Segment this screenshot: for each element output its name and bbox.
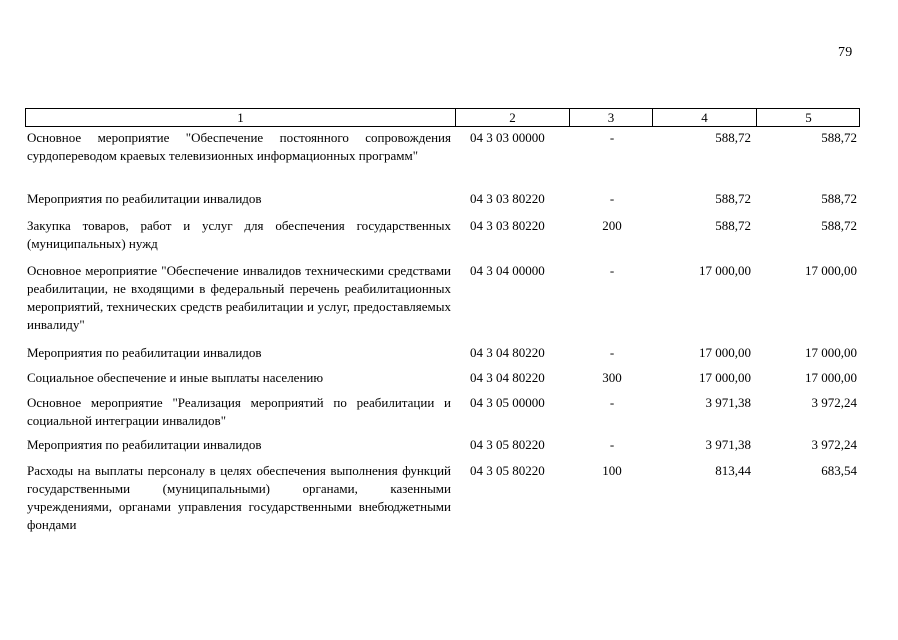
row-code: 04 3 05 80220 — [470, 463, 545, 478]
row-type: 200 — [602, 218, 622, 233]
header-col-1: 1 — [237, 110, 244, 125]
row-code: 04 3 04 00000 — [470, 263, 545, 278]
row-name: Закупка товаров, работ и услуг для обеспечения государственных (муниципальных) нужд — [27, 218, 451, 251]
row-sum-2: 588,72 — [821, 191, 857, 206]
row-name: Мероприятия по реабилитации инвалидов — [27, 437, 262, 452]
row-sum-2: 683,54 — [821, 463, 857, 478]
row-sum-1: 17 000,00 — [699, 370, 751, 385]
row-type: - — [609, 345, 615, 360]
row-sum-2: 17 000,00 — [805, 345, 857, 360]
row-sum-2: 3 972,24 — [811, 395, 857, 410]
row-name: Основное мероприятие "Обеспечение постоянного сопровождения сурдопереводом краевых телевизионных информационных программ" — [27, 130, 451, 163]
row-code: 04 3 05 00000 — [470, 395, 545, 410]
row-code: 04 3 03 80220 — [470, 191, 545, 206]
row-type: - — [609, 395, 615, 410]
row-sum-2: 17 000,00 — [805, 263, 857, 278]
row-type: 100 — [602, 463, 622, 478]
row-code: 04 3 05 80220 — [470, 437, 545, 452]
row-type: 300 — [602, 370, 622, 385]
row-name: Основное мероприятие "Реализация мероприятий по реабилитации и социальной интеграции инвалидов" — [27, 395, 451, 428]
header-col-2: 2 — [455, 109, 569, 126]
header-col-5: 5 — [756, 109, 860, 126]
row-sum-2: 588,72 — [821, 130, 857, 145]
row-sum-1: 3 971,38 — [705, 437, 751, 452]
row-code: 04 3 04 80220 — [470, 370, 545, 385]
row-code: 04 3 03 00000 — [470, 130, 545, 145]
row-name: Социальное обеспечение и иные выплаты населению — [27, 370, 324, 385]
row-sum-1: 3 971,38 — [705, 395, 751, 410]
row-sum-1: 588,72 — [715, 130, 751, 145]
header-col-3: 3 — [569, 109, 652, 126]
row-sum-1: 813,44 — [715, 463, 751, 478]
row-sum-1: 17 000,00 — [699, 263, 751, 278]
row-sum-1: 588,72 — [715, 218, 751, 233]
row-name: Расходы на выплаты персоналу в целях обеспечения выполнения функций государственными (муниципальными) органами, казенными учреждениями, органами управления государственными внебюджетными фондами — [27, 463, 451, 532]
row-sum-2: 17 000,00 — [805, 370, 857, 385]
row-sum-2: 588,72 — [821, 218, 857, 233]
header-col-4: 4 — [652, 109, 756, 126]
row-sum-2: 3 972,24 — [811, 437, 857, 452]
row-type: - — [609, 437, 615, 452]
row-code: 04 3 03 80220 — [470, 218, 545, 233]
row-sum-1: 17 000,00 — [699, 345, 751, 360]
row-type: - — [609, 263, 615, 278]
row-name: Мероприятия по реабилитации инвалидов — [27, 191, 262, 206]
row-code: 04 3 04 80220 — [470, 345, 545, 360]
page-number: 79 — [838, 45, 853, 60]
row-name: Мероприятия по реабилитации инвалидов — [27, 345, 262, 360]
row-type: - — [609, 130, 615, 145]
row-name: Основное мероприятие "Обеспечение инвалидов техническими средствами реабилитации, не входящими в федеральный перечень реабилитационных мероприятий, технических средств реабилитации и услуг, предоставляемых инвалиду" — [27, 263, 451, 332]
row-sum-1: 588,72 — [715, 191, 751, 206]
row-type: - — [609, 191, 615, 206]
